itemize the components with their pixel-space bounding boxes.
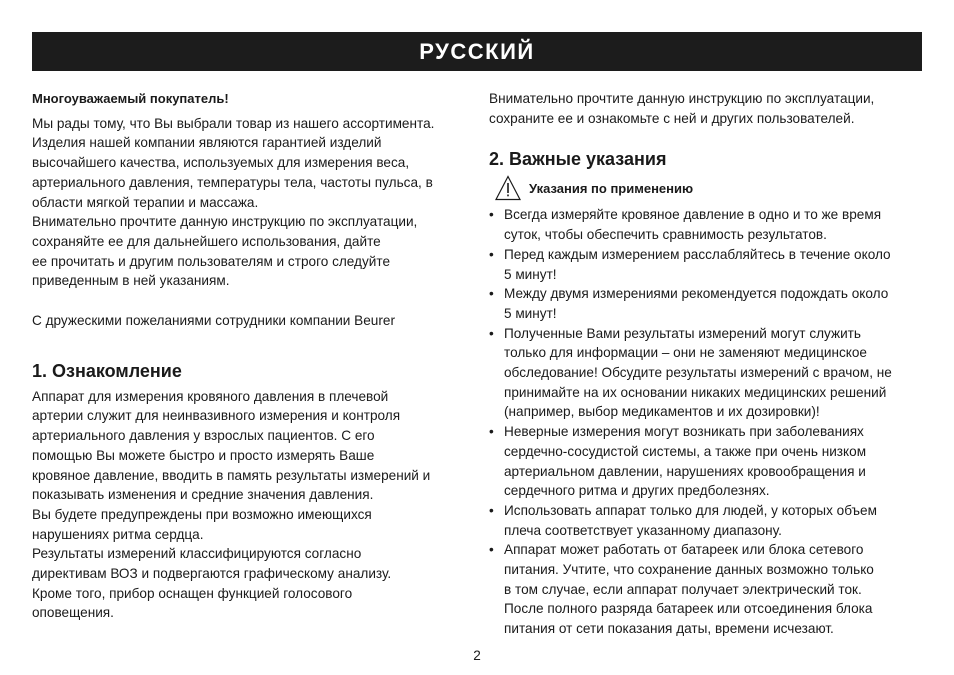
bullet: •: [489, 502, 494, 518]
list-item: [489, 284, 929, 323]
bullet: •: [489, 207, 494, 223]
section-1-heading: 1. Ознакомление: [32, 360, 182, 381]
list-item-text: Использовать аппарат только для людей, у которых объем плеча соответствует указанному диапазону.: [504, 502, 877, 538]
list-item: [489, 245, 929, 284]
banner-title: РУССКИЙ: [419, 38, 535, 64]
signoff: С дружескими пожеланиями сотрудники компании Beurer: [32, 313, 395, 329]
list-item: [489, 324, 929, 423]
bullet: •: [489, 246, 494, 262]
list-item: [489, 540, 929, 639]
warning-triangle-icon: [495, 175, 521, 201]
list-item: [489, 501, 929, 540]
section-2-heading: 2. Важные указания: [489, 149, 667, 170]
bullet: •: [489, 542, 494, 558]
list-item: [489, 205, 929, 244]
intro-paragraph: Мы рады тому, что Вы выбрали товар из нашего ассортимента. Изделия нашей компании являются гарантией изделий высочайшего качества, используемых для измерения веса, артериального давления, температуры тела, частоты пульса, в области мягкой терапии и массажа. Внимательно прочтите данную инструкцию по эксплуатации, сохраняйте ее для дальнейшего использования, дайте ее прочитать и другим пользователям и строго следуйте приведенным в ней указаниям.: [32, 115, 435, 289]
instruction-note: Внимательно прочтите данную инструкцию по эксплуатации, сохраните ее и ознакомьте с ней и других пользователей.: [489, 91, 875, 126]
left-column: [32, 89, 470, 623]
page-number: 2: [473, 648, 481, 663]
greeting: Многоуважаемый покупатель!: [32, 91, 229, 106]
warning-row: [495, 174, 929, 202]
bullet: •: [489, 286, 494, 302]
list-item-text: Неверные измерения могут возникать при заболеваниях сердечно-сосудистой системы, а также при очень низком артериальном давлении, нарушениях кровообращения и сердечного ритма и других предболезнях.: [504, 424, 867, 499]
list-item-text: Аппарат может работать от батареек или блока сетевого питания. Учтите, что сохранение данных возможно только в том случае, если аппарат получает электрический ток. После полного разряда батареек или отсоединения блока питания от сети показания даты, времени исчезают.: [504, 542, 874, 637]
list-item-text: Перед каждым измерением расслабляйтесь в течение около 5 минут!: [504, 246, 891, 282]
section-1-text: Аппарат для измерения кровяного давления в плечевой артерии служит для неинвазивного измерения и контроля артериального давления у взрослых пациентов. С его помощью Вы можете быстро и просто измерять Ваше кровяное давление, вводить в память результаты измерений и показывать изменения и средние значения давления. Вы будете предупреждены при возможно имеющихся нарушениях ритма сердца. Результаты измерений классифицируются согласно директивам ВОЗ и подвергаются графическому анализу. Кроме того, прибор оснащен функцией голосового оповещения.: [32, 388, 431, 621]
bullet: •: [489, 424, 494, 440]
list-item-text: Всегда измеряйте кровяное давление в одно и то же время суток, чтобы обеспечить сравнимость результатов.: [504, 207, 882, 243]
usage-list: [489, 205, 929, 638]
list-item-text: Полученные Вами результаты измерений могут служить только для информации – они не заменяют медицинское обследование! Обсудите результаты измерений с врачом, не принимайте на их основании никаких медицинских решений (например, выбор медикаментов и их дозировки)!: [504, 325, 892, 420]
language-banner: [32, 32, 922, 71]
bullet: •: [489, 325, 494, 341]
list-item-text: Между двумя измерениями рекомендуется подождать около 5 минут!: [504, 286, 889, 321]
list-item: [489, 422, 929, 501]
right-column: [489, 89, 929, 639]
warning-label: Указания по применению: [529, 180, 694, 196]
